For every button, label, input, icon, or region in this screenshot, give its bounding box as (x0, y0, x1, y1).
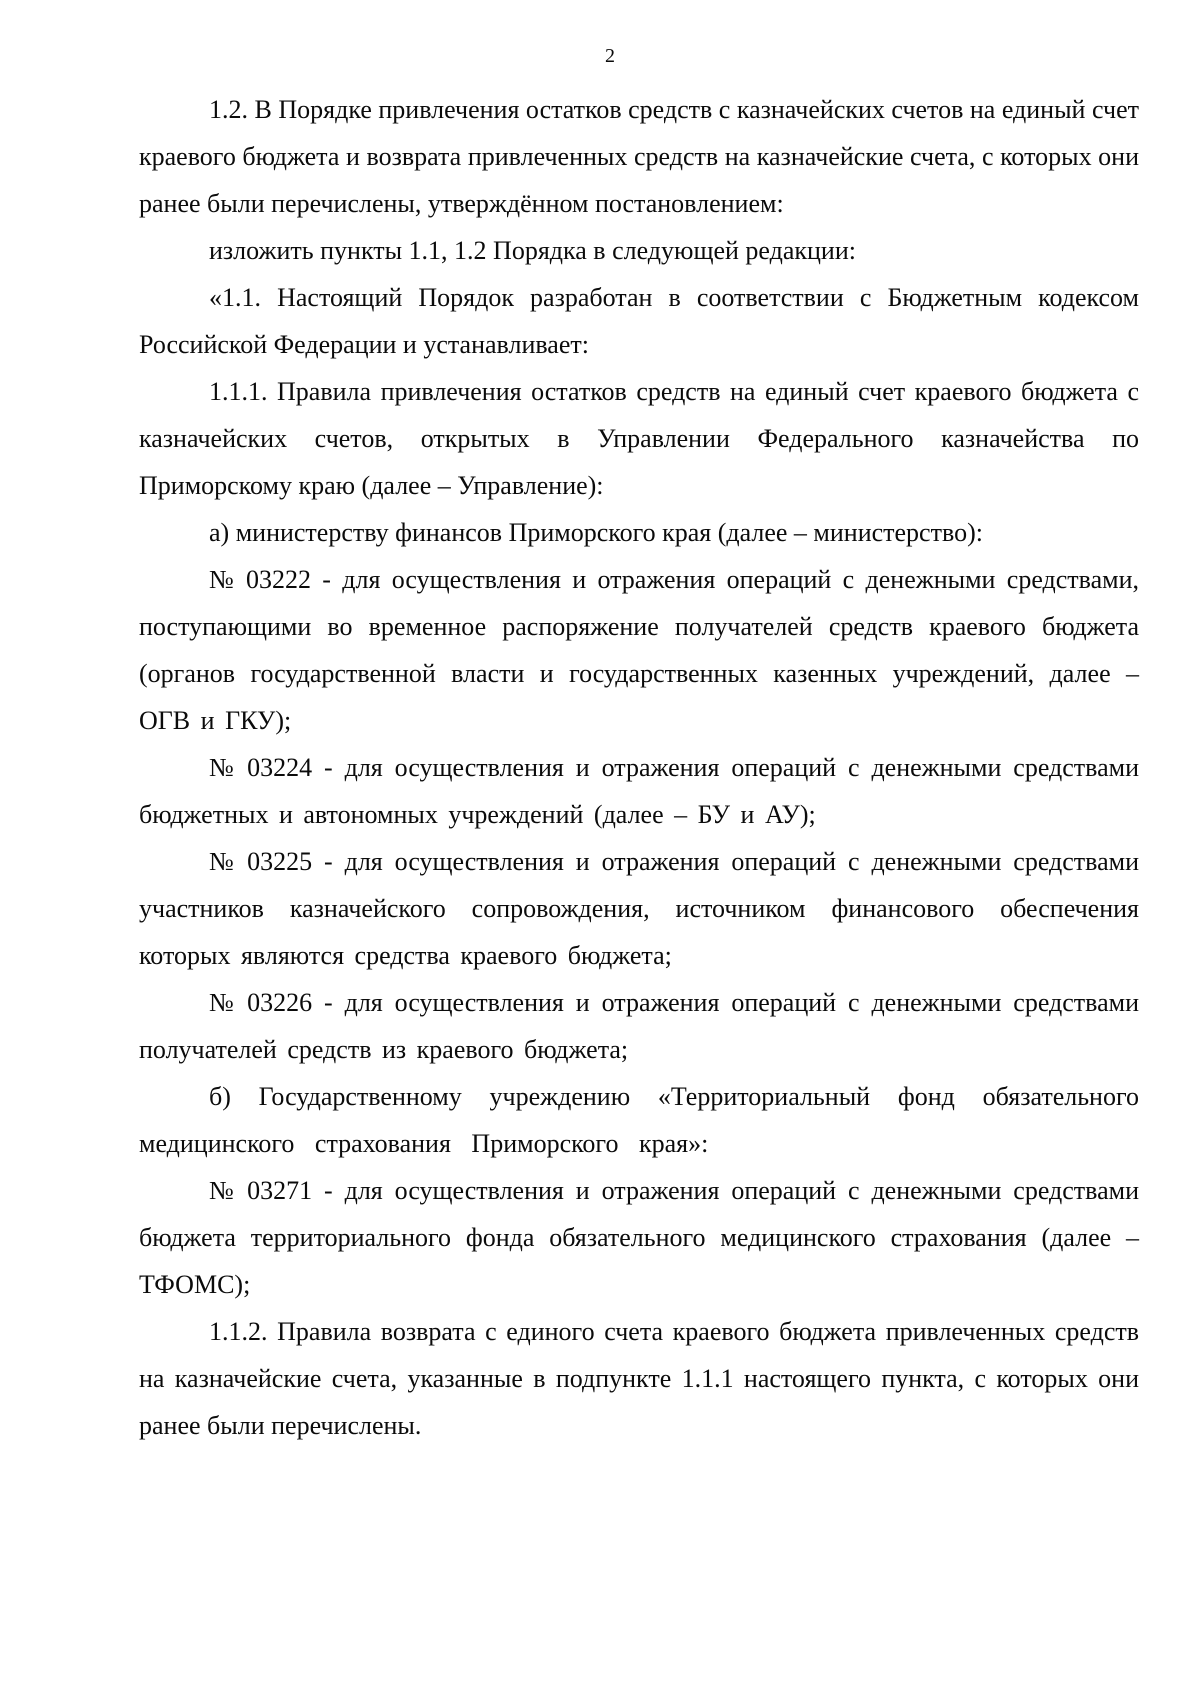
paragraph-account-03226: № 03226 - для осуществления и отражения операций с денежными средствами получателей средств из краевого бюджета; (139, 988, 1139, 1064)
paragraph-1-2-intro: 1.2. В Порядке привлечения остатков средств с казначейских счетов на единый счет краевого бюджета и возврата привлеченных средств на казначейские счета, с которых они ранее были перечислены, утверждённом постановлением: (139, 95, 1139, 218)
paragraph-instruction: изложить пункты 1.1, 1.2 Порядка в следующей редакции: (209, 236, 856, 265)
paragraph-account-03271: № 03271 - для осуществления и отражения операций с денежными средствами бюджета территориального фонда обязательного медицинского страхования (далее – ТФОМС); (139, 1176, 1139, 1299)
paragraph-account-03222: № 03222 - для осуществления и отражения операций с денежными средствами, поступающими во временное распоряжение получателей средств краевого бюджета (органов государственной власти и государственных казенных учреждений, далее – ОГВ и ГКУ); (139, 565, 1139, 735)
paragraph-item-b: б) Государственному учреждению «Территориальный фонд обязательного медицинского страхования Приморского края»: (139, 1082, 1139, 1158)
paragraph-account-03225: № 03225 - для осуществления и отражения операций с денежными средствами участников казначейского сопровождения, источником финансового обеспечения которых являются средства краевого бюджета; (139, 847, 1139, 970)
paragraph-1-1-2: 1.1.2. Правила возврата с единого счета краевого бюджета привлеченных средств на казначейские счета, указанные в подпункте 1.1.1 настоящего пункта, с которых они ранее были перечислены. (139, 1317, 1139, 1440)
page-number: 2 (605, 45, 615, 67)
paragraph-item-a: а) министерству финансов Приморского края (далее – министерство): (209, 518, 983, 547)
paragraph-account-03224: № 03224 - для осуществления и отражения операций с денежными средствами бюджетных и автономных учреждений (далее – БУ и АУ); (139, 753, 1139, 829)
document-body (139, 86, 1139, 1449)
paragraph-1-1-1: 1.1.1. Правила привлечения остатков средств на единый счет краевого бюджета с казначейских счетов, открытых в Управлении Федерального казначейства по Приморскому краю (далее – Управление): (139, 377, 1139, 500)
paragraph-1-1: «1.1. Настоящий Порядок разработан в соответствии с Бюджетным кодексом Российской Федерации и устанавливает: (139, 283, 1139, 359)
